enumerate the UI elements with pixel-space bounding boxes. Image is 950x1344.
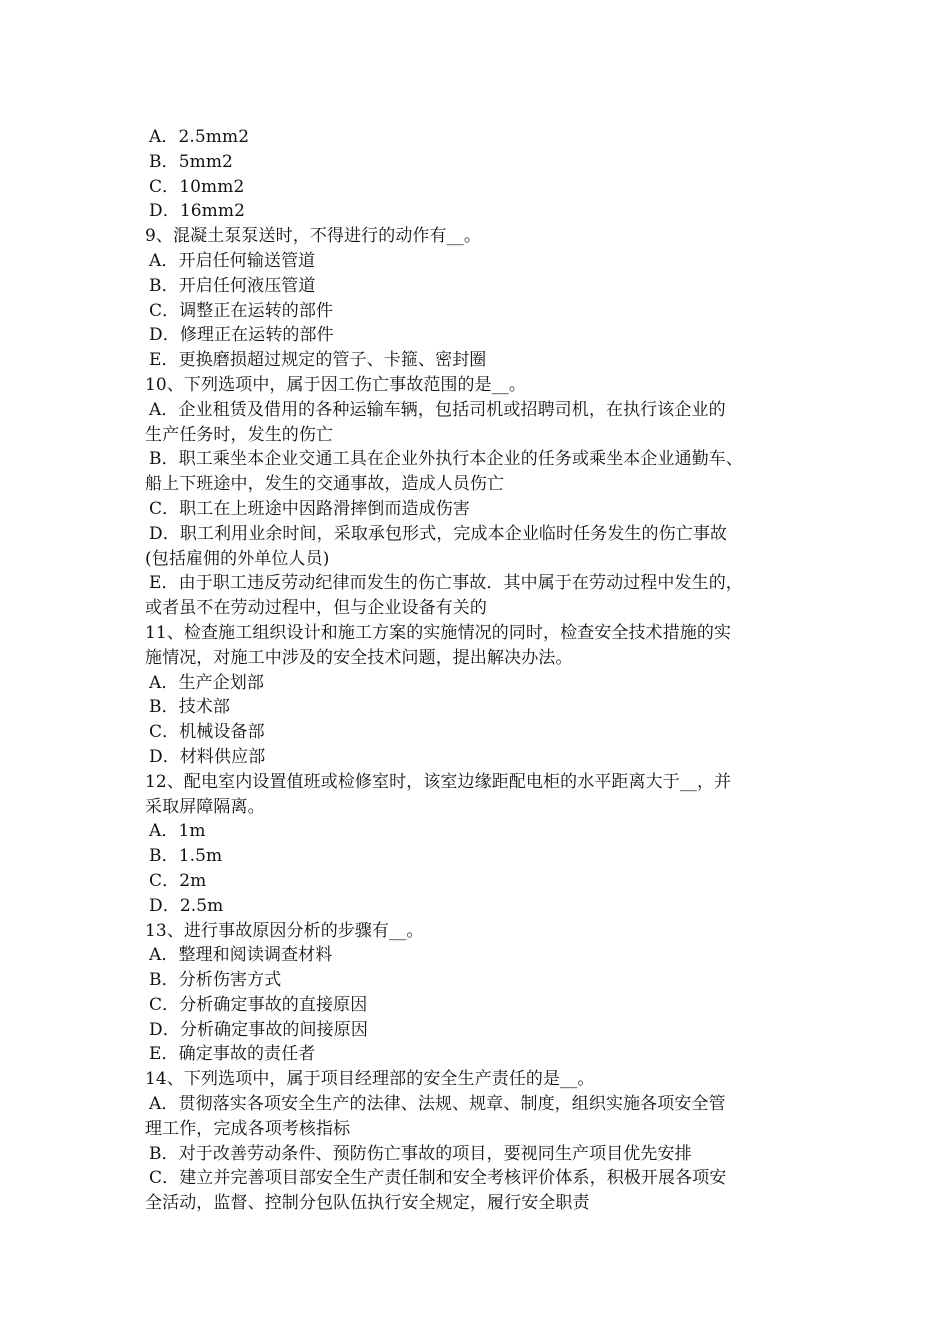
document-body: [145, 125, 810, 1216]
question-line: 船上下班途中，发生的交通事故，造成人员伤亡: [145, 474, 505, 495]
question-line: 9、混凝土泵泵送时，不得进行的动作有__。: [145, 226, 481, 247]
question-line: 13、进行事故原因分析的步骤有__。: [145, 920, 424, 941]
question-line: 或者虽不在劳动过程中，但与企业设备有关的: [145, 598, 487, 619]
question-line: 14、下列选项中，属于项目经理部的安全生产责任的是__。: [145, 1069, 595, 1090]
option-line: A．1m: [149, 821, 206, 842]
option-line: D．材料供应部: [149, 746, 266, 767]
option-line: B．分析伤害方式: [149, 970, 282, 991]
option-line: E．由于职工违反劳动纪律而发生的伤亡事故．其中属于在劳动过程中发生的，: [149, 573, 743, 594]
question-line: (包括雇佣的外单位人员): [145, 548, 330, 569]
option-line: B．对于改善劳动条件、预防伤亡事故的项目，要视同生产项目优先安排: [149, 1143, 692, 1164]
option-line: B．开启任何液压管道: [149, 275, 316, 296]
option-line: A．生产企划部: [149, 672, 264, 693]
option-line: C．10mm2: [149, 176, 245, 197]
question-line: 10、下列选项中，属于因工伤亡事故范围的是__。: [145, 374, 527, 395]
option-line: C．职工在上班途中因路滑摔倒而造成伤害: [149, 498, 470, 519]
question-line: 11、检查施工组织设计和施工方案的实施情况的同时，检查安全技术措施的实: [145, 622, 732, 643]
question-line: 采取屏障隔离。: [145, 796, 265, 817]
option-line: B．职工乘坐本企业交通工具在企业外执行本企业的任务或乘坐本企业通勤车、: [149, 449, 743, 470]
option-line: B．5mm2: [149, 151, 233, 172]
option-line: D．修理正在运转的部件: [149, 325, 334, 346]
option-line: D．2.5m: [149, 895, 224, 916]
option-line: D．职工利用业余时间，采取承包形式，完成本企业临时任务发生的伤亡事故: [149, 523, 728, 544]
question-line: 全活动，监督、控制分包队伍执行安全规定，履行安全职责: [145, 1193, 590, 1214]
option-line: C．调整正在运转的部件: [149, 300, 334, 321]
option-line: C．机械设备部: [149, 722, 265, 743]
option-line: C．分析确定事故的直接原因: [149, 994, 368, 1015]
option-line: C．建立并完善项目部安全生产责任制和安全考核评价体系，积极开展各项安: [149, 1168, 727, 1189]
question-line: 施情况，对施工中涉及的安全技术问题，提出解决办法。: [145, 647, 573, 668]
option-line: B．1.5m: [149, 846, 223, 867]
question-line: 生产任务时，发生的伤亡: [145, 424, 334, 445]
question-line: 理工作，完成各项考核指标: [145, 1118, 351, 1139]
option-line: E．确定事故的责任者: [149, 1044, 316, 1065]
option-line: D．16mm2: [149, 201, 246, 222]
option-line: A．开启任何输送管道: [149, 250, 316, 271]
option-line: C．2m: [149, 870, 207, 891]
option-line: A．整理和阅读调查材料: [149, 945, 333, 966]
option-line: B．技术部: [149, 697, 230, 718]
option-line: A．企业租赁及借用的各种运输车辆，包括司机或招聘司机，在执行该企业的: [149, 399, 726, 420]
question-line: 12、配电室内设置值班或检修室时，该室边缘距配电柜的水平距离大于__，并: [145, 771, 732, 792]
option-line: E．更换磨损超过规定的管子、卡箍、密封圈: [149, 350, 487, 371]
option-line: A．贯彻落实各项安全生产的法律、法规、规章、制度，组织实施各项安全管: [149, 1094, 726, 1115]
option-line: D．分析确定事故的间接原因: [149, 1019, 368, 1040]
option-line: A．2.5mm2: [149, 127, 250, 147]
